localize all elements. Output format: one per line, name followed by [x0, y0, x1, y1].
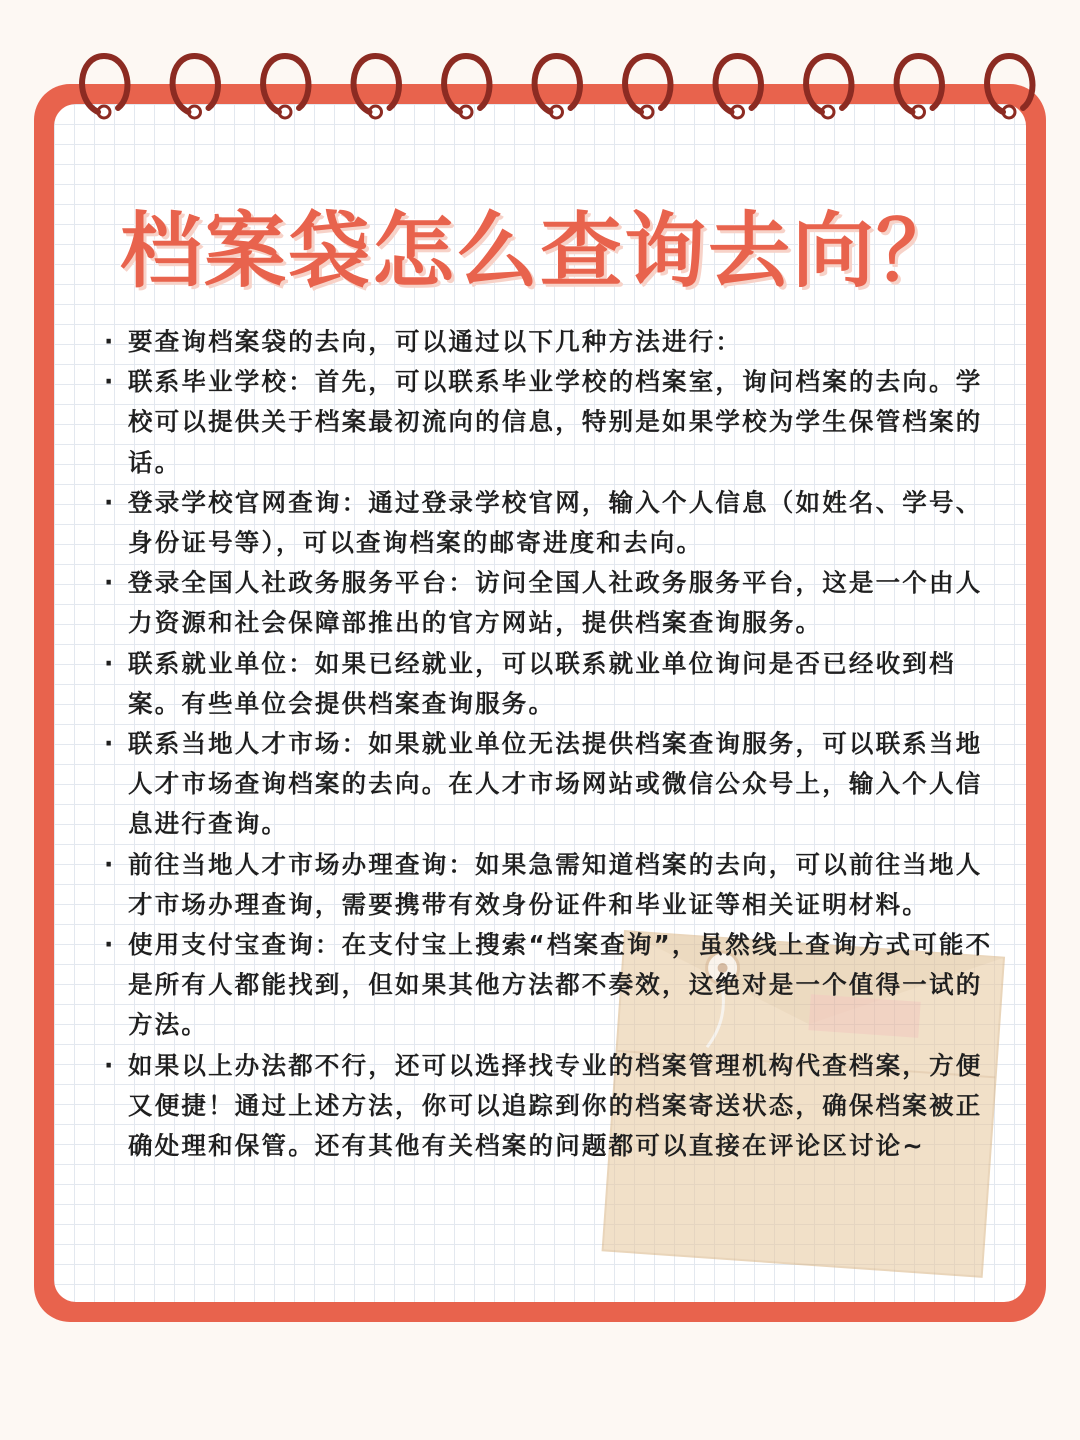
notebook-ring-icon: [625, 56, 670, 118]
bullet: ·: [104, 648, 116, 678]
notebook-ring-icon: [82, 56, 127, 118]
notebook-ring-icon: [806, 56, 851, 118]
list-item: [104, 362, 994, 483]
bullet: ·: [104, 568, 116, 598]
list-item: [104, 483, 994, 563]
list-item-text: 使用支付宝查询：在支付宝上搜索“档案查询”，虽然线上查询方式可能不是所有人都能找到，但如果其他方法都不奏效，这绝对是一个值得一试的方法。: [128, 930, 993, 1040]
notebook-ring-icon: [354, 56, 399, 118]
list-item: [104, 1046, 994, 1167]
page-title: 档案袋怎么查询去向？: [119, 204, 960, 299]
notebook-ring-icon: [444, 56, 489, 118]
list-item-text: 登录学校官网查询：通过登录学校官网，输入个人信息（如姓名、学号、身份证号等），可以查询档案的邮寄进度和去向。: [128, 487, 983, 558]
bullet: ·: [104, 849, 116, 879]
notebook-ring-icon: [263, 56, 308, 118]
list-item: [104, 322, 994, 362]
bullet: ·: [104, 930, 116, 960]
bullet: ·: [104, 367, 116, 397]
notebook-ring-icon: [716, 56, 761, 118]
list-item-text: 前往当地人才市场办理查询：如果急需知道档案的去向，可以前往当地人才市场办理查询，需要携带有效身份证件和毕业证等相关证明材料。: [128, 849, 983, 919]
list-item: [104, 724, 994, 845]
list-item: [104, 845, 994, 925]
notebook-ring-icon: [987, 56, 1032, 118]
bullet: ·: [104, 487, 116, 517]
bullet: ·: [104, 729, 116, 759]
notebook-ring-icon: [535, 56, 580, 118]
list-item-text: 要查询档案袋的去向，可以通过以下几种方法进行：: [128, 327, 743, 356]
notebook-ring-icon: [173, 56, 218, 118]
list-item-text: 联系当地人才市场：如果就业单位无法提供档案查询服务，可以联系当地人才市场查询档案的去向。在人才市场网站或微信公众号上，输入个人信息进行查询。: [128, 729, 983, 839]
bullet: ·: [104, 1050, 116, 1080]
list-item-text: 联系毕业学校：首先，可以联系毕业学校的档案室，询问档案的去向。学校可以提供关于档案最初流向的信息，特别是如果学校为学生保管档案的话。: [128, 367, 983, 477]
list-item: [104, 563, 994, 643]
method-list: [104, 322, 994, 1166]
binder-rings: [0, 0, 1080, 140]
bullet: ·: [104, 327, 116, 356]
list-item-text: 如果以上办法都不行，还可以选择找专业的档案管理机构代查档案，方便又便捷！通过上述方法，你可以追踪到你的档案寄送状态，确保档案被正确处理和保管。还有其他有关档案的问题都可以直接在评论区讨论~: [128, 1050, 983, 1161]
list-item: [104, 925, 994, 1046]
notebook-ring-icon: [897, 56, 942, 118]
list-item: [104, 644, 994, 724]
list-item-text: 联系就业单位：如果已经就业，可以联系就业单位询问是否已经收到档案。有些单位会提供档案查询服务。: [128, 648, 956, 718]
list-item-text: 登录全国人社政务服务平台：访问全国人社政务服务平台，这是一个由人力资源和社会保障部推出的官方网站，提供档案查询服务。: [128, 568, 983, 638]
